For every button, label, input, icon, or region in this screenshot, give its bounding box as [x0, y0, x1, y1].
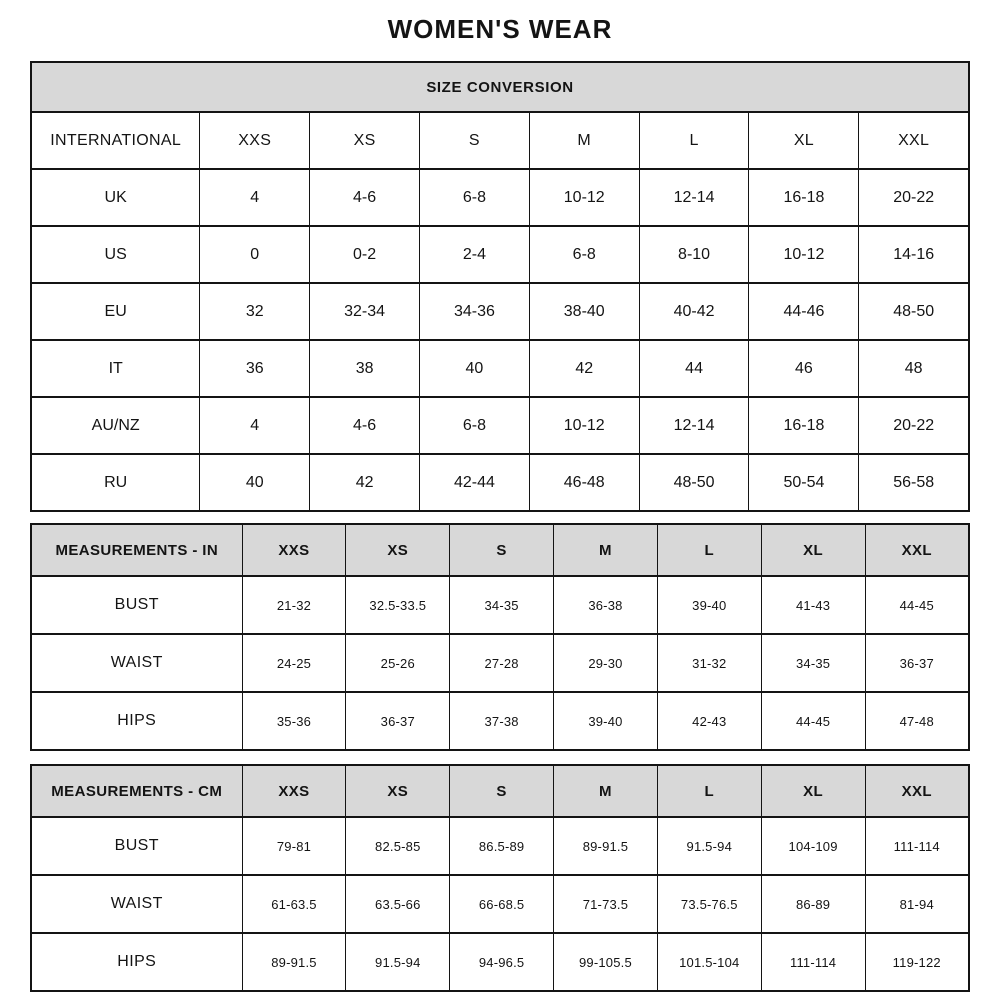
value-cell: 4: [200, 397, 310, 454]
size-column-header: XXL: [865, 524, 969, 576]
value-cell: 71-73.5: [554, 875, 658, 933]
row-label: IT: [31, 340, 200, 397]
row-label: AU/NZ: [31, 397, 200, 454]
table-row: [31, 765, 969, 817]
measurements-cm-header: MEASUREMENTS - CM: [31, 765, 242, 817]
value-cell: 34-35: [761, 634, 865, 692]
size-conversion-table: [30, 61, 970, 512]
value-cell: 111-114: [761, 933, 865, 991]
value-cell: 104-109: [761, 817, 865, 875]
row-label: HIPS: [31, 933, 242, 991]
value-cell: 66-68.5: [450, 875, 554, 933]
value-cell: 63.5-66: [346, 875, 450, 933]
size-column-header: M: [554, 765, 658, 817]
table-row: [31, 62, 969, 112]
value-cell: 20-22: [859, 397, 969, 454]
value-cell: 40-42: [639, 283, 749, 340]
size-column-header: M: [529, 112, 639, 169]
table-row: [31, 817, 969, 875]
value-cell: 86-89: [761, 875, 865, 933]
size-column-header: XL: [761, 524, 865, 576]
value-cell: 48-50: [639, 454, 749, 511]
table-row: [31, 875, 969, 933]
row-label: UK: [31, 169, 200, 226]
size-column-header: S: [450, 524, 554, 576]
size-column-header: L: [657, 524, 761, 576]
value-cell: 73.5-76.5: [657, 875, 761, 933]
value-cell: 2-4: [420, 226, 530, 283]
value-cell: 47-48: [865, 692, 969, 750]
size-column-header: INTERNATIONAL: [31, 112, 200, 169]
value-cell: 39-40: [554, 692, 658, 750]
table-row: [31, 397, 969, 454]
value-cell: 42: [310, 454, 420, 511]
value-cell: 89-91.5: [554, 817, 658, 875]
value-cell: 32: [200, 283, 310, 340]
table-row: [31, 283, 969, 340]
value-cell: 44-45: [761, 692, 865, 750]
measurements-cm-table: [30, 764, 970, 992]
value-cell: 4-6: [310, 169, 420, 226]
value-cell: 44: [639, 340, 749, 397]
value-cell: 4: [200, 169, 310, 226]
value-cell: 12-14: [639, 397, 749, 454]
size-column-header: S: [420, 112, 530, 169]
value-cell: 37-38: [450, 692, 554, 750]
measurements-in-header: MEASUREMENTS - IN: [31, 524, 242, 576]
value-cell: 119-122: [865, 933, 969, 991]
value-cell: 32-34: [310, 283, 420, 340]
value-cell: 56-58: [859, 454, 969, 511]
table-row: [31, 112, 969, 169]
value-cell: 36-38: [554, 576, 658, 634]
row-label: WAIST: [31, 634, 242, 692]
size-column-header: L: [657, 765, 761, 817]
value-cell: 34-35: [450, 576, 554, 634]
value-cell: 39-40: [657, 576, 761, 634]
value-cell: 42-44: [420, 454, 530, 511]
value-cell: 41-43: [761, 576, 865, 634]
value-cell: 16-18: [749, 169, 859, 226]
row-label: WAIST: [31, 875, 242, 933]
value-cell: 79-81: [242, 817, 346, 875]
value-cell: 48: [859, 340, 969, 397]
table-row: [31, 933, 969, 991]
value-cell: 31-32: [657, 634, 761, 692]
size-column-header: XS: [310, 112, 420, 169]
row-label: BUST: [31, 576, 242, 634]
size-column-header: S: [450, 765, 554, 817]
value-cell: 40: [420, 340, 530, 397]
value-cell: 36-37: [346, 692, 450, 750]
size-column-header: XXS: [200, 112, 310, 169]
value-cell: 4-6: [310, 397, 420, 454]
table-row: [31, 226, 969, 283]
value-cell: 25-26: [346, 634, 450, 692]
page-title: WOMEN'S WEAR: [387, 14, 613, 44]
value-cell: 82.5-85: [346, 817, 450, 875]
table-row: [31, 169, 969, 226]
value-cell: 44-46: [749, 283, 859, 340]
value-cell: 101.5-104: [657, 933, 761, 991]
value-cell: 29-30: [554, 634, 658, 692]
size-column-header: XXL: [859, 112, 969, 169]
value-cell: 0: [200, 226, 310, 283]
size-column-header: XS: [346, 524, 450, 576]
value-cell: 86.5-89: [450, 817, 554, 875]
table-row: [31, 524, 969, 576]
table-row: [31, 634, 969, 692]
value-cell: 61-63.5: [242, 875, 346, 933]
value-cell: 6-8: [420, 397, 530, 454]
size-column-header: XL: [761, 765, 865, 817]
size-column-header: XL: [749, 112, 859, 169]
value-cell: 40: [200, 454, 310, 511]
value-cell: 8-10: [639, 226, 749, 283]
value-cell: 42: [529, 340, 639, 397]
row-label: BUST: [31, 817, 242, 875]
value-cell: 34-36: [420, 283, 530, 340]
value-cell: 38-40: [529, 283, 639, 340]
value-cell: 10-12: [529, 397, 639, 454]
value-cell: 21-32: [242, 576, 346, 634]
value-cell: 36-37: [865, 634, 969, 692]
size-chart-page: [30, 0, 970, 992]
value-cell: 0-2: [310, 226, 420, 283]
value-cell: 24-25: [242, 634, 346, 692]
measurements-in-table: [30, 523, 970, 751]
value-cell: 27-28: [450, 634, 554, 692]
value-cell: 38: [310, 340, 420, 397]
row-label: RU: [31, 454, 200, 511]
size-column-header: XXS: [242, 765, 346, 817]
value-cell: 16-18: [749, 397, 859, 454]
value-cell: 10-12: [529, 169, 639, 226]
size-column-header: L: [639, 112, 749, 169]
value-cell: 32.5-33.5: [346, 576, 450, 634]
value-cell: 91.5-94: [346, 933, 450, 991]
table-row: [31, 340, 969, 397]
value-cell: 44-45: [865, 576, 969, 634]
value-cell: 111-114: [865, 817, 969, 875]
value-cell: 46: [749, 340, 859, 397]
value-cell: 99-105.5: [554, 933, 658, 991]
size-column-header: XXS: [242, 524, 346, 576]
table-row: [31, 576, 969, 634]
table-row: [31, 454, 969, 511]
value-cell: 81-94: [865, 875, 969, 933]
table-row: [31, 692, 969, 750]
value-cell: 35-36: [242, 692, 346, 750]
value-cell: 6-8: [420, 169, 530, 226]
row-label: US: [31, 226, 200, 283]
value-cell: 10-12: [749, 226, 859, 283]
value-cell: 48-50: [859, 283, 969, 340]
value-cell: 6-8: [529, 226, 639, 283]
value-cell: 36: [200, 340, 310, 397]
value-cell: 94-96.5: [450, 933, 554, 991]
value-cell: 12-14: [639, 169, 749, 226]
value-cell: 89-91.5: [242, 933, 346, 991]
value-cell: 42-43: [657, 692, 761, 750]
size-column-header: XS: [346, 765, 450, 817]
value-cell: 46-48: [529, 454, 639, 511]
row-label: HIPS: [31, 692, 242, 750]
size-conversion-header: SIZE CONVERSION: [31, 62, 969, 112]
row-label: EU: [31, 283, 200, 340]
value-cell: 91.5-94: [657, 817, 761, 875]
value-cell: 14-16: [859, 226, 969, 283]
size-column-header: M: [554, 524, 658, 576]
value-cell: 20-22: [859, 169, 969, 226]
size-column-header: XXL: [865, 765, 969, 817]
value-cell: 50-54: [749, 454, 859, 511]
